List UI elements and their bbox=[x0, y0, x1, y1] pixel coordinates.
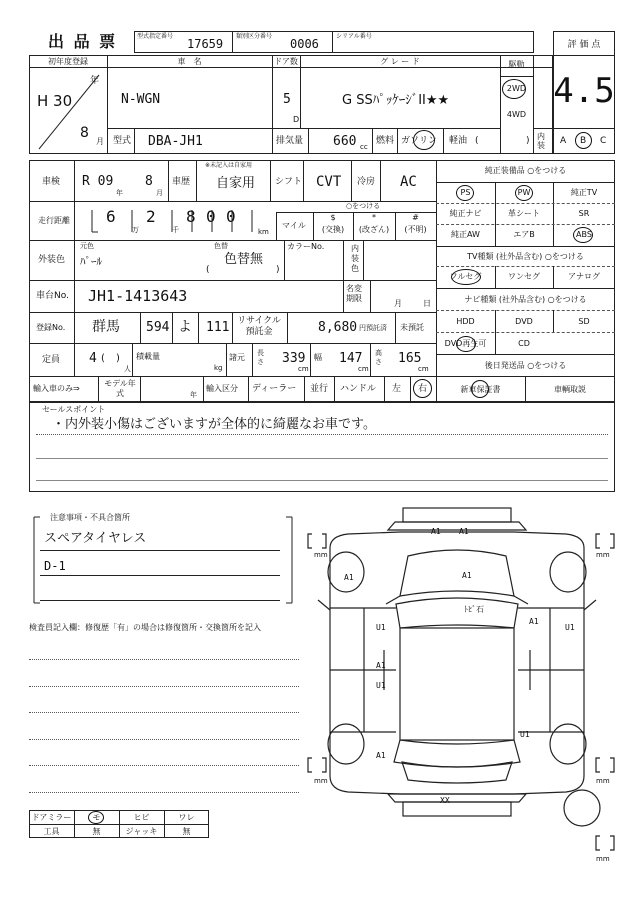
tv-oneseg: ワンセグ bbox=[508, 272, 540, 281]
form-title: 出 品 票 bbox=[48, 32, 118, 51]
handle-right-circle bbox=[413, 379, 432, 398]
handle-label: ハンドル bbox=[340, 384, 377, 394]
length-label: 長さ bbox=[257, 349, 264, 366]
odo-opt-1: $ bbox=[330, 213, 336, 222]
orig-color: ﾊﾟｰﾙ bbox=[80, 255, 102, 268]
parallel-option: 並行 bbox=[310, 384, 329, 394]
doors-sub: D bbox=[293, 115, 300, 124]
paren-right: ) bbox=[526, 136, 530, 146]
bt-break: ワレ bbox=[178, 813, 195, 822]
history-label: 車歴 bbox=[172, 177, 191, 187]
odo-opt-label-3: (不明) bbox=[404, 225, 427, 234]
model-no: 17659 bbox=[187, 37, 224, 51]
eq-aw: 純正AW bbox=[451, 230, 480, 239]
grade-value: G SSﾊﾟｯｹｰｼﾞII★★ bbox=[342, 93, 450, 108]
capacity-label: 定員 bbox=[42, 355, 61, 365]
fuel-circle bbox=[413, 130, 435, 150]
repaint-paren-l: ( bbox=[206, 265, 210, 275]
inspection-label: 車検 bbox=[42, 177, 61, 187]
interior-label: 内装 bbox=[537, 132, 545, 150]
navi-sd: SD bbox=[578, 317, 590, 326]
interior-c: C bbox=[600, 136, 607, 146]
tv-analog: アナログ bbox=[568, 272, 600, 281]
displacement-label: 排気量 bbox=[276, 136, 304, 146]
tv-header: TV種類 (社外品含む) ○をつける bbox=[467, 252, 584, 261]
paren-left: ( bbox=[475, 136, 479, 146]
bt-jack: ジャッキ bbox=[125, 827, 158, 836]
km-unit: km bbox=[258, 228, 269, 236]
capacity-paren-l: ( bbox=[101, 353, 105, 364]
damage-label-6: U1 bbox=[376, 623, 386, 632]
rating-label: 評 価 点 bbox=[567, 40, 601, 50]
inspection-era: R 09 bbox=[82, 174, 114, 189]
inspection-year-unit: 年 bbox=[116, 189, 123, 197]
eq-tv: 純正TV bbox=[570, 188, 598, 197]
nc-day: 日 bbox=[423, 299, 431, 308]
load-label: 積載量 bbox=[136, 352, 160, 361]
first-reg-month: 8 bbox=[80, 125, 89, 141]
eq-pw-circle bbox=[515, 185, 533, 201]
model-no-label: 型式指定番号 bbox=[137, 33, 174, 40]
mileage-digit-3: 8 bbox=[186, 207, 196, 226]
bt-tools-value: 無 bbox=[92, 827, 101, 836]
eq-abs-circle bbox=[573, 227, 593, 243]
inspection-month: 8 bbox=[145, 174, 153, 189]
plate-number: 111 bbox=[206, 320, 230, 335]
bt-mirror-value: モ bbox=[92, 813, 101, 822]
dims-label: 諸元 bbox=[229, 353, 245, 362]
damage-label-1: A1 bbox=[431, 527, 441, 536]
mileage-digit-4: 0 bbox=[206, 207, 216, 226]
recycle-paid: 円預託済 bbox=[359, 324, 387, 332]
navi-header: ナビ種類 (社外品含む) ○をつける bbox=[464, 295, 587, 304]
chassis-label: 車台No. bbox=[36, 291, 69, 301]
car-name-label: 車 名 bbox=[177, 57, 202, 66]
damage-label-5: ﾄﾋﾞ石 bbox=[464, 605, 484, 614]
odo-opt-label-1: (交換) bbox=[321, 225, 345, 234]
mileage-digit-1: 6 bbox=[106, 207, 116, 226]
ship-warranty-circle bbox=[471, 380, 489, 398]
class-no-label: 類別区分番号 bbox=[236, 33, 273, 40]
orig-color-label: 元色 bbox=[80, 242, 94, 250]
height-value: 165 bbox=[398, 351, 422, 366]
interior-b-circle bbox=[575, 132, 592, 149]
capacity-value: 4 bbox=[89, 351, 97, 366]
navi-cd: CD bbox=[518, 339, 530, 348]
eq-leather: 革シート bbox=[508, 209, 540, 218]
odo-opt-3: # bbox=[412, 213, 419, 222]
navi-hdd: HDD bbox=[456, 317, 475, 326]
sen-unit: 千 bbox=[172, 226, 179, 234]
length-value: 339 bbox=[282, 351, 306, 366]
bt-crack: ヒビ bbox=[133, 813, 150, 822]
displacement-value: 660 bbox=[333, 134, 357, 149]
type-label: 型式 bbox=[113, 136, 132, 146]
shipping-header: 後日発送品 ○をつける bbox=[484, 361, 567, 370]
length-unit: cm bbox=[298, 365, 309, 373]
inspection-month-unit: 月 bbox=[156, 189, 163, 197]
tv-fullseg: フルセグ bbox=[449, 272, 482, 281]
type-value: DBA-JH1 bbox=[148, 134, 203, 149]
doors-label: ドア数 bbox=[274, 57, 298, 66]
recycle-amount: 8,680 bbox=[318, 320, 358, 335]
mile-label: マイル bbox=[282, 221, 306, 230]
interior-color-label: 内装色 bbox=[351, 244, 359, 273]
tv-fullseg-circle bbox=[451, 269, 481, 285]
navi-dvd-play-circle bbox=[456, 336, 476, 352]
plate-class: 594 bbox=[146, 320, 170, 335]
displacement-unit: cc bbox=[360, 143, 368, 151]
mm-label-5: mm bbox=[596, 855, 610, 863]
nc-month: 月 bbox=[394, 299, 402, 308]
capacity-paren-r: ) bbox=[116, 353, 120, 364]
capacity-unit: 人 bbox=[124, 365, 131, 373]
bt-jack-value: 無 bbox=[182, 827, 191, 836]
width-label: 幅 bbox=[314, 353, 322, 362]
sales-point-label: セールスポイント bbox=[42, 405, 106, 414]
color-label: 外装色 bbox=[38, 255, 66, 265]
drive-label: 駆動 bbox=[508, 60, 525, 69]
damage-label-11: U1 bbox=[520, 730, 530, 739]
inspector-label: 検査員記入欄：修復歴「有」の場合は修復箇所・交換箇所を記入 bbox=[29, 623, 261, 632]
month-unit: 月 bbox=[96, 137, 104, 146]
color-no-label: カラーNo. bbox=[287, 242, 325, 251]
bt-mirror-circle bbox=[88, 811, 104, 824]
mileage-digit-5: 0 bbox=[226, 207, 236, 226]
handle-left: 左 bbox=[392, 384, 402, 394]
handle-right: 右 bbox=[418, 384, 428, 394]
drive-2wd: 2WD bbox=[506, 84, 527, 93]
notes-label: 注意事項・不具合箇所 bbox=[50, 513, 130, 522]
recycle-unpaid: 未預託 bbox=[400, 323, 424, 332]
load-unit: kg bbox=[214, 364, 223, 372]
notes-line-1: スペアタイヤレス bbox=[44, 531, 147, 546]
damage-label-8: U1 bbox=[565, 623, 575, 632]
first-reg-era: H 30 bbox=[37, 92, 73, 110]
plate-region: 群馬 bbox=[92, 319, 120, 335]
mm-label-1: mm bbox=[314, 551, 328, 559]
interior-a: A bbox=[560, 136, 567, 146]
odo-opt-2: * bbox=[372, 213, 376, 222]
doors-value: 5 bbox=[283, 92, 291, 107]
rating-value: 4.5 bbox=[553, 71, 615, 111]
damage-label-4: A1 bbox=[462, 571, 472, 580]
repaint-label: 色替 bbox=[214, 242, 228, 250]
history-note: ※未記入は自家用 bbox=[205, 162, 253, 169]
import-label: 輸入車のみ⇒ bbox=[33, 384, 80, 393]
width-unit: cm bbox=[358, 365, 369, 373]
mm-label-3: mm bbox=[314, 777, 328, 785]
odo-opt-label-2: (改ざん) bbox=[358, 225, 390, 234]
odo-header: ○をつける bbox=[346, 202, 381, 210]
sales-point-box bbox=[29, 402, 615, 492]
height-label: 高さ bbox=[375, 349, 382, 366]
shift-label: シフト bbox=[275, 177, 303, 187]
navi-dvd-play: DVD再生可 bbox=[444, 339, 487, 348]
drive-4wd: 4WD bbox=[506, 110, 527, 119]
mm-label-2: mm bbox=[596, 551, 610, 559]
mileage-label: 走行距離 bbox=[38, 216, 70, 225]
fuel-label: 燃料 bbox=[376, 136, 395, 146]
navi-dvd: DVD bbox=[515, 317, 533, 326]
diesel-label: 軽油 bbox=[449, 136, 468, 146]
serial-label: シリアル番号 bbox=[336, 33, 372, 40]
damage-label-2: A1 bbox=[459, 527, 469, 536]
grade-label: グ レ ー ド bbox=[380, 57, 420, 66]
width-value: 147 bbox=[339, 351, 363, 366]
notes-line-2: D-1 bbox=[44, 559, 66, 573]
recycle-label: リサイクル預託金 bbox=[237, 316, 281, 337]
sales-point-text: ・内外装小傷はございますが全体的に綺麗なお車です。 bbox=[52, 417, 376, 432]
man-unit: 万 bbox=[132, 226, 139, 234]
chassis-value: JH1-1413643 bbox=[88, 287, 188, 305]
interior-b: B bbox=[580, 136, 587, 146]
damage-label-10: U1 bbox=[376, 681, 386, 690]
ac-label: 冷房 bbox=[357, 177, 376, 187]
ac-value: AC bbox=[400, 174, 417, 190]
eq-ps-circle bbox=[456, 185, 474, 201]
height-unit: cm bbox=[418, 365, 429, 373]
repaint-paren-r: ) bbox=[276, 265, 280, 275]
car-name: N-WGN bbox=[121, 92, 161, 107]
ship-warranty: 新車保証書 bbox=[460, 385, 501, 394]
mileage-digit-2: 2 bbox=[146, 207, 156, 226]
damage-label-12: A1 bbox=[376, 751, 386, 760]
shift-value: CVT bbox=[316, 174, 342, 190]
plate-kana: よ bbox=[178, 319, 192, 335]
dealer-option: ディーラー bbox=[252, 384, 297, 394]
damage-label-9: A1 bbox=[376, 661, 386, 670]
first-reg-label: 初年度登録 bbox=[48, 57, 88, 66]
bt-mirror: ドアミラー bbox=[31, 813, 72, 822]
eq-ps: PS bbox=[460, 188, 471, 197]
damage-label-7: A1 bbox=[529, 617, 539, 626]
fuel-gasoline: ガソリン bbox=[401, 136, 438, 146]
car-damage-diagram bbox=[300, 500, 635, 870]
eq-abs: ABS bbox=[576, 230, 592, 239]
damage-label-13: XX bbox=[440, 796, 450, 805]
eq-navi: 純正ナビ bbox=[449, 209, 482, 218]
bt-tools: 工具 bbox=[43, 827, 60, 836]
plate-label: 登録No. bbox=[36, 323, 66, 332]
model-year-label: モデル年式 bbox=[104, 379, 136, 398]
eq-airbag: エアB bbox=[513, 230, 535, 239]
genuine-header: 純正装備品 ○をつける bbox=[484, 166, 567, 175]
model-year-unit: 年 bbox=[190, 391, 197, 399]
year-unit: 年 bbox=[90, 76, 100, 86]
import-type-label: 輸入区分 bbox=[206, 384, 238, 393]
repaint-value: 色替無 bbox=[224, 252, 264, 267]
ship-manual: 車輌取説 bbox=[554, 385, 586, 394]
mm-label-4: mm bbox=[596, 777, 610, 785]
class-no: 0006 bbox=[290, 37, 319, 51]
damage-label-3: A1 bbox=[344, 573, 354, 582]
drive-2wd-circle bbox=[502, 79, 526, 99]
history-value: 自家用 bbox=[216, 176, 256, 191]
eq-sr: SR bbox=[578, 209, 590, 218]
name-change-label: 名変期限 bbox=[346, 284, 362, 303]
eq-pw: PW bbox=[517, 188, 531, 197]
